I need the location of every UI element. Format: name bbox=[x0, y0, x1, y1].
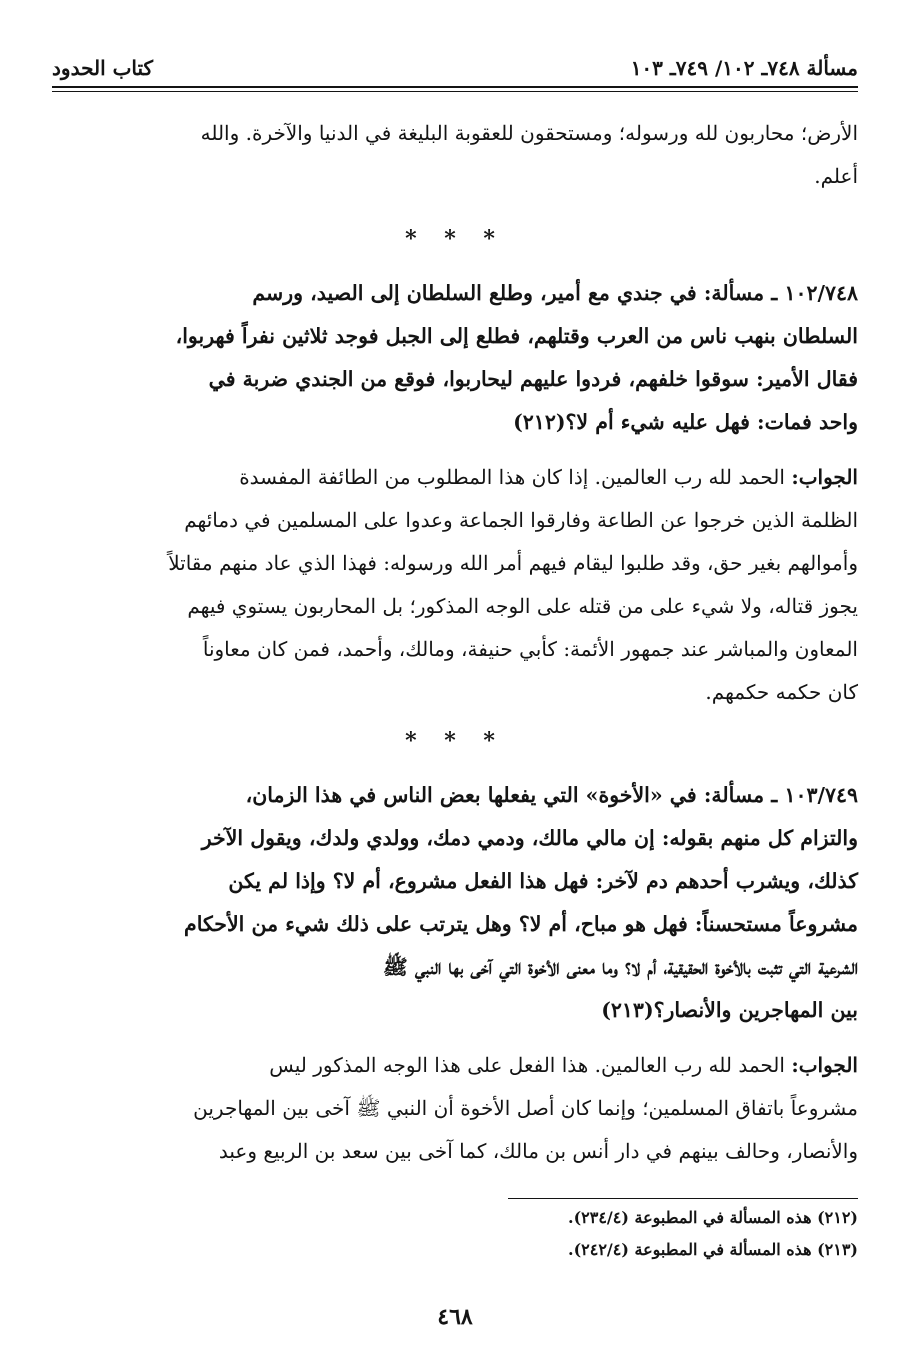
intro-line: أعلم. bbox=[814, 164, 858, 188]
question-line: فقال الأمير: سوقوا خلفهم، فردوا عليهم ليحاربوا، فوقع من الجندي ضربة في bbox=[208, 367, 858, 391]
answer-text: الحمد لله رب العالمين. هذا الفعل على هذا الوجه المذكور ليس bbox=[269, 1053, 785, 1077]
question-line: والتزام كل منهم بقوله: إن مالي مالك، ودمي دمك، وولدي ولدك، ويقول الآخر bbox=[201, 826, 858, 850]
answer-text: الحمد لله رب العالمين. إذا كان هذا المطلوب من الطائفة المفسدة bbox=[239, 465, 785, 489]
question-749 bbox=[52, 774, 858, 1032]
answer-line: مشروعاً باتفاق المسلمين؛ وإنما كان أصل الأخوة أن النبي ﷺ آخى بين المهاجرين bbox=[193, 1096, 858, 1120]
question-line: الشرعية التي تثبت بالأخوة الحقيقية، أم لا؟ وما معنى الأخوة التي آخى بها النبي ﷺ bbox=[382, 955, 858, 979]
intro-paragraph bbox=[52, 112, 858, 198]
question-line: كذلك، ويشرب أحدهم دم لآخر: فهل هذا الفعل مشروع، أم لا؟ وإذا لم يكن bbox=[228, 869, 858, 893]
answer-line: الظلمة الذين خرجوا عن الطاعة وفارقوا الجماعة وعدوا على المسلمين في دمائهم bbox=[184, 508, 858, 532]
header-book-title: كتاب الحدود bbox=[52, 56, 154, 80]
answer-line: وأموالهم بغير حق، وقد طلبوا ليقام فيهم أمر الله ورسوله: فهذا الذي عاد منهم مقاتلاً bbox=[168, 551, 858, 575]
question-line: السلطان بنهب ناس من العرب وقتلهم، فطلع إلى الجبل فوجد ثلاثين نفراً فهربوا، bbox=[175, 324, 858, 348]
answer-line bbox=[52, 456, 858, 499]
page-number: ٤٦٨ bbox=[437, 1304, 473, 1330]
footnote-212: (٢١٢) هذه المسألة في المطبوعة (٢٣٤/٤). bbox=[568, 1208, 858, 1227]
footnote-213: (٢١٣) هذه المسألة في المطبوعة (٢٤٢/٤). bbox=[568, 1240, 858, 1259]
answer-line: والأنصار، وحالف بينهم في دار أنس بن مالك، كما آخى بين سعد بن الربيع وعبد bbox=[218, 1139, 858, 1163]
footnote-rule bbox=[508, 1198, 858, 1199]
question-line: بين المهاجرين والأنصار؟(٢١٣) bbox=[601, 998, 858, 1022]
header-rule-thin bbox=[52, 91, 858, 92]
answer-line bbox=[52, 1044, 858, 1087]
answer-line: المعاون والمباشر عند جمهور الأئمة: كأبي حنيفة، ومالك، وأحمد، فمن كان معاوناً bbox=[202, 637, 858, 661]
section-separator: * * * bbox=[405, 226, 505, 252]
question-line: مشروعاً مستحسناً: فهل هو مباح، أم لا؟ وهل يترتب على ذلك شيء من الأحكام bbox=[184, 912, 858, 936]
answer-749 bbox=[52, 1044, 858, 1173]
answer-lead: الجواب: bbox=[791, 465, 858, 489]
running-header bbox=[52, 52, 858, 86]
header-question-range: مسألة ٧٤٨ـ ١٠٢/ ٧٤٩ـ ١٠٣ bbox=[630, 56, 858, 80]
header-rule-thick bbox=[52, 86, 858, 88]
section-separator: * * * bbox=[405, 728, 505, 754]
answer-line: يجوز قتاله، ولا شيء على من قتله على الوجه المذكور؛ بل المحاربون يستوي فيهم bbox=[187, 594, 858, 618]
question-line: ١٠٣/٧٤٩ ـ مسألة: في «الأخوة» التي يفعلها بعض الناس في هذا الزمان، bbox=[245, 783, 858, 807]
answer-lead: الجواب: bbox=[791, 1053, 858, 1077]
question-line: ١٠٢/٧٤٨ ـ مسألة: في جندي مع أمير، وطلع السلطان إلى الصيد، ورسم bbox=[252, 281, 858, 305]
question-748 bbox=[52, 272, 858, 444]
answer-line: كان حكمه حكمهم. bbox=[705, 680, 858, 704]
question-line: واحد فمات: فهل عليه شيء أم لا؟(٢١٢) bbox=[513, 410, 858, 434]
intro-line: الأرض؛ محاربون لله ورسوله؛ ومستحقون للعقوبة البليغة في الدنيا والآخرة. والله bbox=[200, 121, 858, 145]
answer-748 bbox=[52, 456, 858, 714]
